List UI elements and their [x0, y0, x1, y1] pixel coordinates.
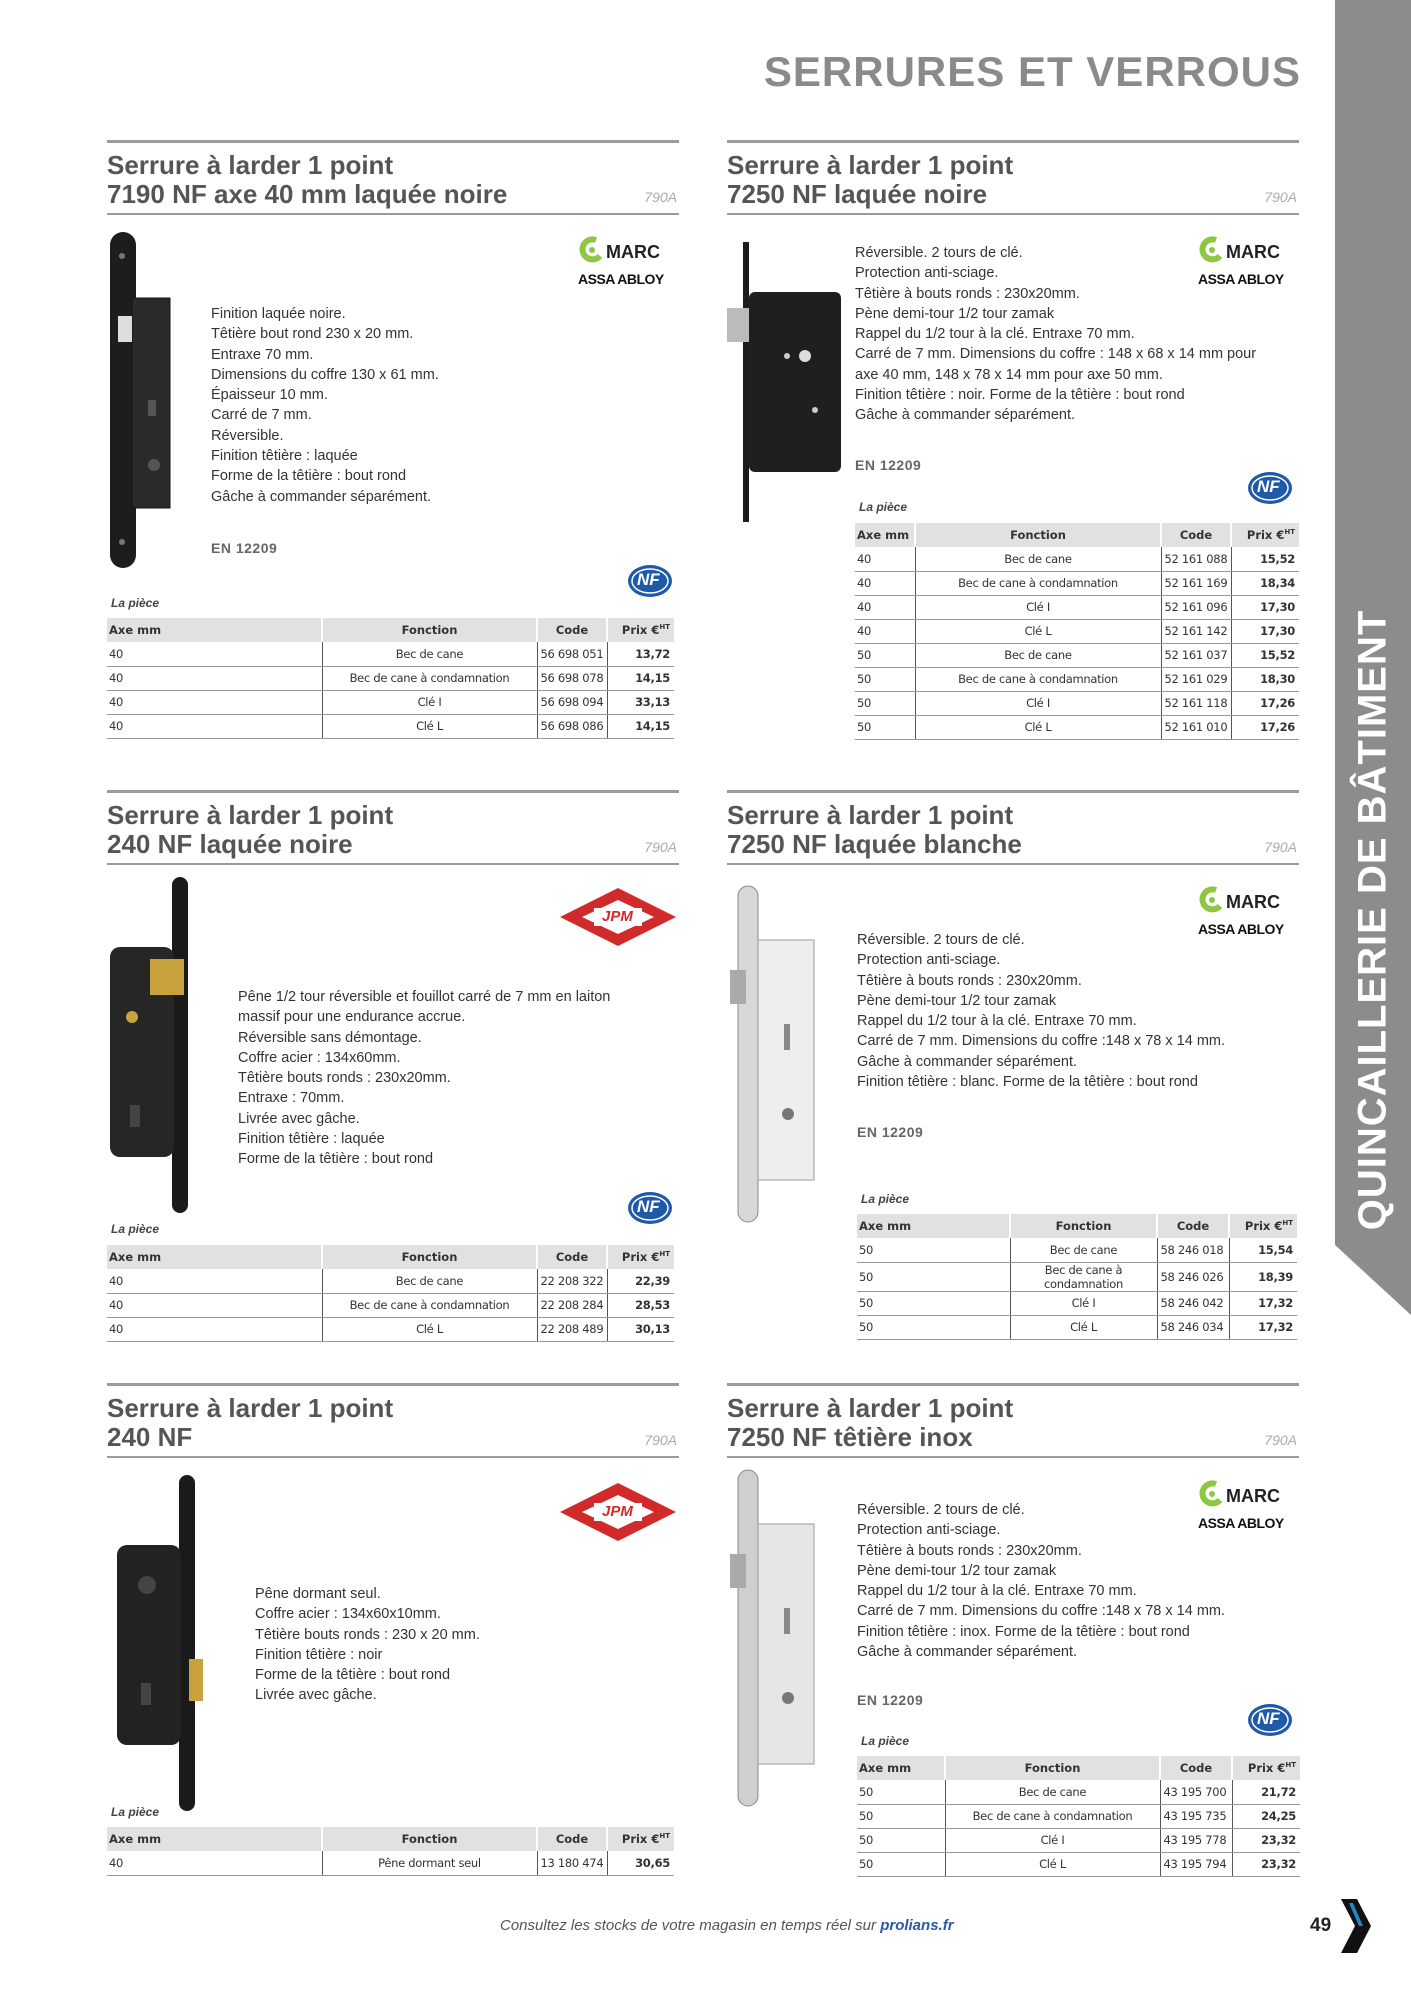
section-title-line2: 240 NF laquée noire — [107, 829, 353, 859]
norm-label: EN 12209 — [211, 540, 278, 556]
table-row: 50 Bec de cane 52 161 037 15,52 — [855, 643, 1299, 667]
section-header — [107, 1386, 679, 1458]
section-header — [727, 1386, 1299, 1458]
marc-assa-logo: MARC ASSA ABLOY — [1198, 236, 1298, 287]
table-row: 50 Bec de cane 58 246 018 15,54 — [857, 1238, 1297, 1262]
lock-image-deadbolt — [113, 1473, 205, 1813]
norm-label: EN 12209 — [857, 1124, 924, 1140]
table-row: 40 Clé L 56 698 086 14,15 — [107, 714, 674, 738]
section-title-line1: Serrure à larder 1 point — [107, 800, 394, 830]
table-row: 40 Clé I 56 698 094 33,13 — [107, 690, 674, 714]
page-number: 49 — [1310, 1915, 1332, 1936]
section-title-line2: 240 NF — [107, 1422, 193, 1452]
price-table: Axe mm Fonction Code Prix €$^{HT}$ 50 Bec de cane 43 195 700 21,72 50 Bec de cane à condamnation 43 195 735 24,25 50 Clé I 43 195 778 23,32 50 Clé L 43 195 794 23,32 — [857, 1756, 1300, 1877]
section-ref: 790A — [644, 189, 677, 205]
price-table: Axe mm Fonction Code Prix €$^{HT}$ 40 Bec de cane 56 698 051 13,72 40 Bec de cane à condamnation 56 698 078 14,15 40 Clé I 56 698 094 33,13 40 Clé L 56 698 086 14,15 — [107, 618, 674, 739]
nf-logo: NF — [626, 1190, 674, 1231]
section-header — [107, 793, 679, 865]
marc-assa-logo: MARC ASSA ABLOY — [1198, 886, 1298, 937]
product-description: Réversible. 2 tours de clé. Protection anti-sciage. Têtière à bouts ronds : 230x20mm. Pène demi-tour 1/2 tour zamak Rappel du 1/2 tour à la clé. Entraxe 70 mm. Carré de 7 mm. Dimensions du coffre :148 x 78 x 14 mm. Finition têtière : inox. Forme de la têtière : bout rond Gâche à commander séparément. — [857, 1502, 1226, 1661]
product-section-240-laquee — [107, 790, 679, 865]
table-row: 50 Clé I 52 161 118 17,26 — [855, 691, 1299, 715]
product-section-7190 — [107, 140, 679, 215]
table-row: 40 Bec de cane 52 161 088 15,52 — [855, 547, 1299, 571]
section-ref: 790A — [644, 839, 677, 855]
product-section-7250-blanche — [727, 790, 1299, 865]
product-section-240 — [107, 1383, 679, 1458]
footer-link[interactable]: prolians.fr — [880, 1917, 954, 1934]
table-row: 40 Bec de cane 22 208 322 22,39 — [107, 1269, 674, 1293]
marc-assa-logo: MARC ASSA ABLOY — [1198, 1480, 1298, 1531]
nf-logo: NF — [626, 563, 674, 604]
table-row: 50 Clé L 58 246 034 17,32 — [857, 1315, 1297, 1339]
table-row: 40 Clé L 52 161 142 17,30 — [855, 619, 1299, 643]
table-row: 50 Clé I 58 246 042 17,32 — [857, 1291, 1297, 1315]
section-ref: 790A — [1264, 839, 1297, 855]
table-row: 40 Pêne dormant seul 13 180 474 30,65 — [107, 1851, 674, 1875]
lock-image-black — [725, 240, 843, 525]
section-title-line2: 7250 NF laquée noire — [727, 179, 988, 209]
table-row: 50 Bec de cane 43 195 700 21,72 — [857, 1780, 1300, 1804]
section-title-line2: 7250 NF têtière inox — [727, 1422, 973, 1452]
product-description: Finition laquée noire. Têtière bout rond 230 x 20 mm. Entraxe 70 mm. Dimensions du coffre 130 x 61 mm. Épaisseur 10 mm. Carré de 7 mm. Réversible. Finition têtière : laquée Forme de la têtière : bout rond Gâche à commander séparément. — [211, 306, 439, 505]
table-row: 50 Clé L 43 195 794 23,32 — [857, 1852, 1300, 1876]
price-table: Axe mm Fonction Code Prix €$^{HT}$ 50 Bec de cane 58 246 018 15,54 50 Bec de cane à condamnation 58 246 026 18,39 50 Clé I 58 246 042 17,32 50 Clé L 58 246 034 17,32 — [857, 1214, 1297, 1340]
jpm-logo: JPM — [558, 1481, 678, 1548]
product-section-7250-inox — [727, 1383, 1299, 1458]
footer-note: Consultez les stocks de votre magasin en temps réel sur prolians.fr — [500, 1917, 954, 1934]
product-description: Réversible. 2 tours de clé. Protection anti-sciage. Têtière à bouts ronds : 230x20mm. Pène demi-tour 1/2 tour zamak Rappel du 1/2 tour à la clé. Entraxe 70 mm. Carré de 7 mm. Dimensions du coffre :148 x 78 x 14 mm. Gâche à commander séparément. Finition têtière : blanc. Forme de la têtière : bout rond — [857, 932, 1226, 1091]
table-row: 40 Bec de cane à condamnation 52 161 169 18,34 — [855, 571, 1299, 595]
unit-label: La pièce — [111, 596, 160, 610]
lock-image-white — [728, 884, 818, 1224]
product-description: Pêne 1/2 tour réversible et fouillot carré de 7 mm en laiton massif pour une endurance accrue. Réversible sans démontage. Coffre acier : 134x60mm. Têtière bouts ronds : 230x20mm. Entraxe : 70mm. Livrée avec gâche. Finition têtière : laquée Forme de la têtière : bout rond — [238, 989, 611, 1168]
price-table: Axe mm Fonction Code Prix €$^{HT}$ 40 Bec de cane 52 161 088 15,52 40 Bec de cane à condamnation 52 161 169 18,34 40 Clé I 52 161 096 17,30 40 Clé L 52 161 142 17,30 50 Bec de cane 52 161 037 15,52 50 Bec de cane à condamnation 52 161 029 18,30 50 Clé I 52 161 118 17,26 50 Clé L 52 161 010 17,26 — [855, 523, 1299, 740]
marc-assa-logo: MARC ASSA ABLOY — [578, 236, 678, 287]
table-row: 40 Clé L 22 208 489 30,13 — [107, 1317, 674, 1341]
section-title-line2: 7250 NF laquée blanche — [727, 829, 1022, 859]
chevron-right-icon — [1337, 1897, 1373, 1955]
unit-label: La pièce — [861, 1734, 910, 1748]
section-header — [107, 143, 679, 215]
table-row: 40 Bec de cane à condamnation 22 208 284 28,53 — [107, 1293, 674, 1317]
nf-logo: NF — [1246, 1702, 1294, 1743]
section-title-line1: Serrure à larder 1 point — [727, 1393, 1014, 1423]
table-row: 40 Bec de cane 56 698 051 13,72 — [107, 642, 674, 666]
section-title-line1: Serrure à larder 1 point — [107, 150, 394, 180]
norm-label: EN 12209 — [855, 457, 922, 473]
table-row: 50 Clé I 43 195 778 23,32 — [857, 1828, 1300, 1852]
jpm-logo: JPM — [558, 886, 678, 953]
section-ref: 790A — [1264, 1432, 1297, 1448]
table-row: 40 Clé I 52 161 096 17,30 — [855, 595, 1299, 619]
section-title-line2: 7190 NF axe 40 mm laquée noire — [107, 179, 508, 209]
section-title-line1: Serrure à larder 1 point — [727, 150, 1014, 180]
section-ref: 790A — [1264, 189, 1297, 205]
lock-image-black — [108, 230, 174, 570]
product-description: Pêne dormant seul. Coffre acier : 134x60x10mm. Têtière bouts ronds : 230 x 20 mm. Finition têtière : noir Forme de la têtière : bout rond Livrée avec gâche. — [255, 1586, 480, 1704]
lock-image-black-brass — [106, 875, 198, 1215]
table-row: 50 Bec de cane à condamnation 58 246 026 18,39 — [857, 1262, 1297, 1291]
section-ref: 790A — [644, 1432, 677, 1448]
unit-label: La pièce — [111, 1222, 160, 1236]
norm-label: EN 12209 — [857, 1692, 924, 1708]
product-description: Réversible. 2 tours de clé. Protection anti-sciage. Têtière à bouts ronds : 230x20mm. Pène demi-tour 1/2 tour zamak Rappel du 1/2 tour à la clé. Entraxe 70 mm. Carré de 7 mm. Dimensions du coffre : 148 x 68 x 14 mm pour axe 40 mm, 148 x 78 x 14 mm pour axe 50 mm. Finition têtière : noir. Forme de la têtière : bout rond Gâche à commander séparément. — [855, 245, 1257, 424]
section-title-line1: Serrure à larder 1 point — [107, 1393, 394, 1423]
lock-image-inox — [728, 1468, 818, 1808]
table-row: 50 Bec de cane à condamnation 43 195 735 24,25 — [857, 1804, 1300, 1828]
price-table: Axe mm Fonction Code Prix €$^{HT}$ 40 Bec de cane 22 208 322 22,39 40 Bec de cane à condamnation 22 208 284 28,53 40 Clé L 22 208 489 30,13 — [107, 1245, 674, 1342]
product-section-7250-noire — [727, 140, 1299, 215]
section-header — [727, 143, 1299, 215]
page-title: SERRURES ET VERROUS — [763, 48, 1301, 95]
section-title-line1: Serrure à larder 1 point — [727, 800, 1014, 830]
table-row: 50 Clé L 52 161 010 17,26 — [855, 715, 1299, 739]
table-row: 40 Bec de cane à condamnation 56 698 078 14,15 — [107, 666, 674, 690]
unit-label: La pièce — [861, 1192, 910, 1206]
nf-logo: NF — [1246, 470, 1294, 511]
unit-label: La pièce — [111, 1805, 160, 1819]
sidebar-label: QUINCAILLERIE DE BÂTIMENT — [1350, 609, 1395, 1231]
unit-label: La pièce — [859, 500, 908, 514]
section-header — [727, 793, 1299, 865]
price-table: Axe mm Fonction Code Prix €$^{HT}$ 40 Pêne dormant seul 13 180 474 30,65 — [107, 1827, 674, 1876]
table-row: 50 Bec de cane à condamnation 52 161 029 18,30 — [855, 667, 1299, 691]
